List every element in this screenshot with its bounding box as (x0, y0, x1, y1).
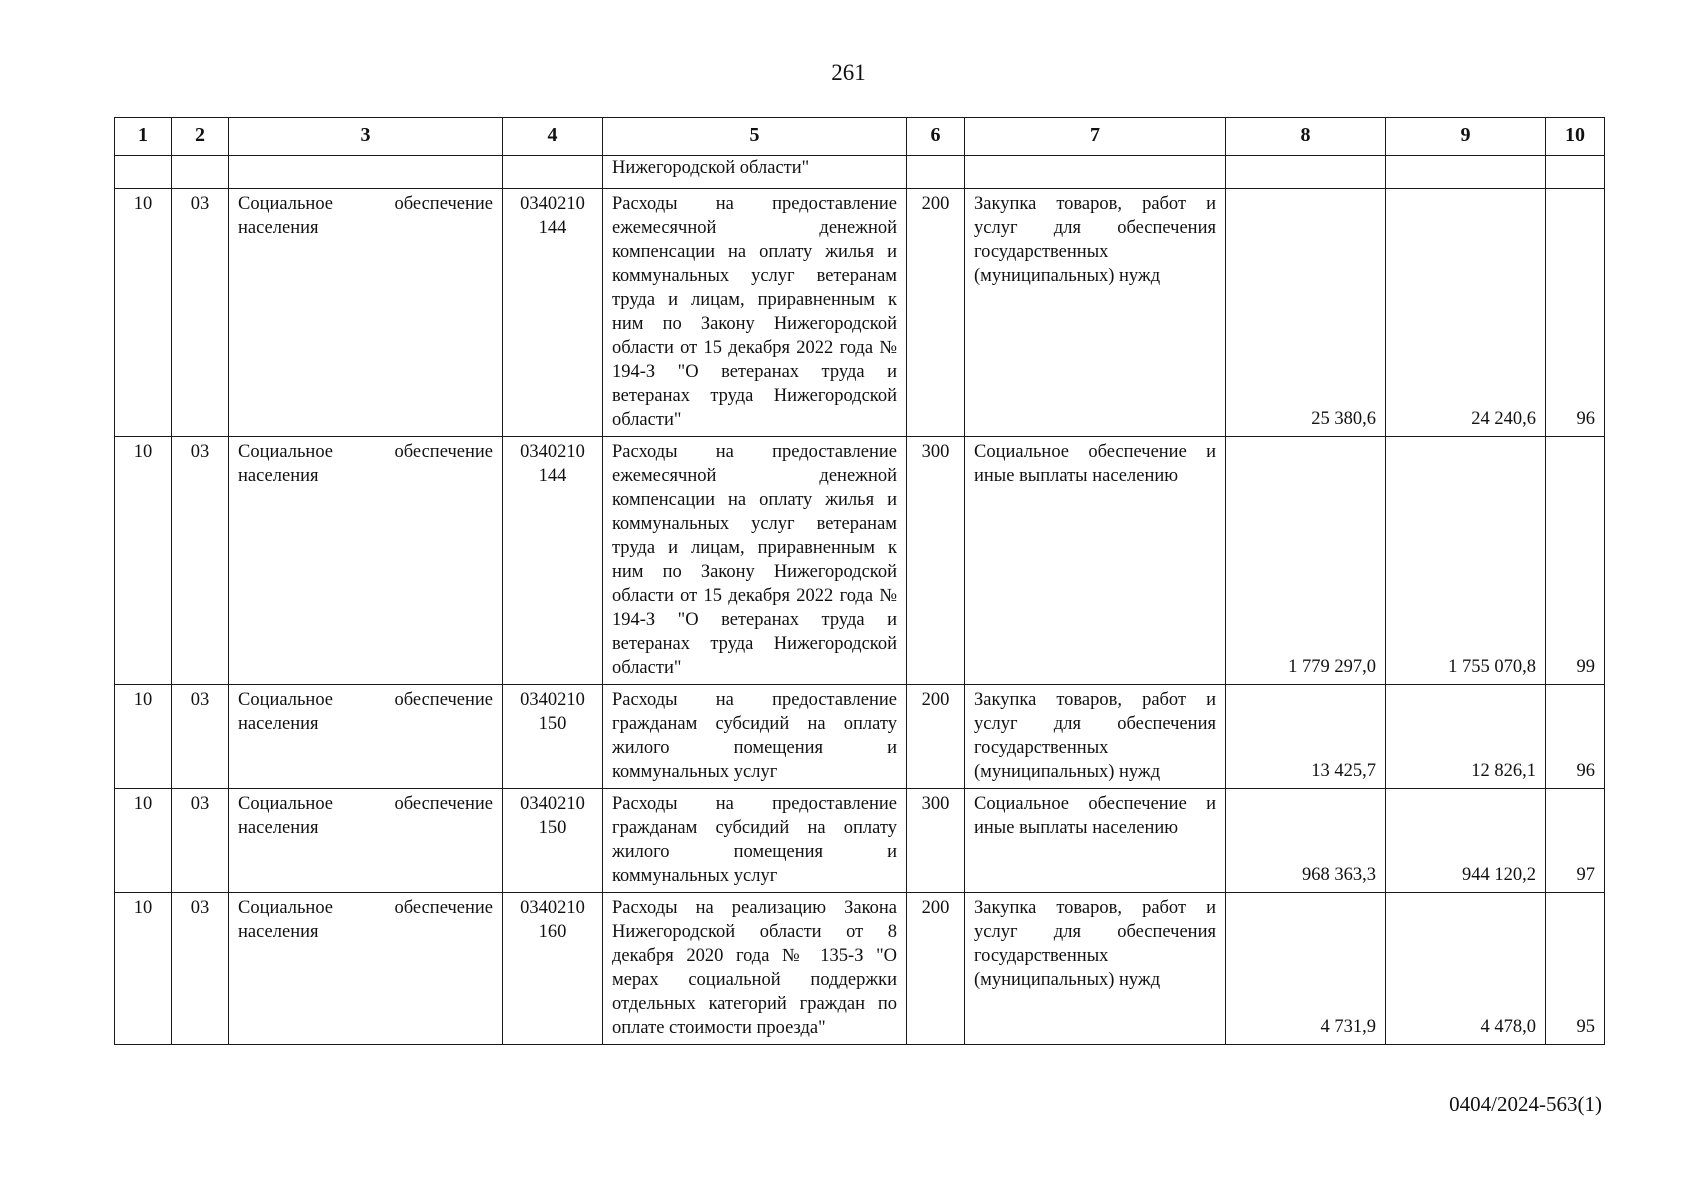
col-header-1: 1 (115, 118, 172, 156)
cell-expense-type: 200 (907, 893, 965, 1045)
cell-subsection: 03 (172, 189, 229, 437)
cell-section-name: Социальное обеспечение населения (229, 437, 503, 685)
cell-expense-name: Социальное обеспечение и иные выплаты населению (965, 437, 1226, 685)
cell-empty (229, 156, 503, 189)
cell-target-code: 0340210 150 (503, 685, 603, 789)
cell-expense-name: Закупка товаров, работ и услуг для обеспечения государственных (муниципальных) нужд (965, 189, 1226, 437)
cell-section: 10 (115, 189, 172, 437)
table-row (115, 189, 1605, 437)
cell-section: 10 (115, 789, 172, 893)
cell-planned: 13 425,7 (1226, 685, 1386, 789)
table-row (115, 893, 1605, 1045)
col-header-4: 4 (503, 118, 603, 156)
cell-empty (172, 156, 229, 189)
cell-executed: 944 120,2 (1386, 789, 1546, 893)
col-header-3: 3 (229, 118, 503, 156)
cell-empty (1386, 156, 1546, 189)
cell-executed: 24 240,6 (1386, 189, 1546, 437)
cell-section-name: Социальное обеспечение населения (229, 893, 503, 1045)
cell-planned: 968 363,3 (1226, 789, 1386, 893)
cell-empty (1546, 156, 1605, 189)
cell-section: 10 (115, 437, 172, 685)
cell-empty (503, 156, 603, 189)
cell-executed: 1 755 070,8 (1386, 437, 1546, 685)
cell-description: Расходы на реализацию Закона Нижегородской области от 8 декабря 2020 года № 135-З "О мерах социальной поддержки отдельных категорий граждан по оплате стоимости проезда" (603, 893, 907, 1045)
cell-expense-type: 300 (907, 789, 965, 893)
table-header-row (115, 118, 1605, 156)
cell-section-name: Социальное обеспечение населения (229, 789, 503, 893)
cell-empty (907, 156, 965, 189)
cell-percent: 96 (1546, 685, 1605, 789)
col-header-6: 6 (907, 118, 965, 156)
cell-subsection: 03 (172, 893, 229, 1045)
cell-target-code: 0340210 160 (503, 893, 603, 1045)
col-header-7: 7 (965, 118, 1226, 156)
cell-expense-type: 200 (907, 685, 965, 789)
cell-percent: 99 (1546, 437, 1605, 685)
table-row (115, 437, 1605, 685)
cell-empty (965, 156, 1226, 189)
cell-subsection: 03 (172, 789, 229, 893)
cell-percent: 97 (1546, 789, 1605, 893)
cell-percent: 96 (1546, 189, 1605, 437)
table-row (115, 685, 1605, 789)
cell-expense-type: 200 (907, 189, 965, 437)
cell-planned: 25 380,6 (1226, 189, 1386, 437)
cell-description: Расходы на предоставление гражданам субсидий на оплату жилого помещения и коммунальных услуг (603, 789, 907, 893)
cell-empty (115, 156, 172, 189)
cell-planned: 1 779 297,0 (1226, 437, 1386, 685)
cell-empty (1226, 156, 1386, 189)
cell-subsection: 03 (172, 685, 229, 789)
cell-section-name: Социальное обеспечение населения (229, 189, 503, 437)
cell-description: Нижегородской области" (603, 156, 907, 189)
cell-planned: 4 731,9 (1226, 893, 1386, 1045)
cell-expense-type: 300 (907, 437, 965, 685)
cell-target-code: 0340210 144 (503, 437, 603, 685)
table-row (115, 789, 1605, 893)
cell-executed: 4 478,0 (1386, 893, 1546, 1045)
cell-executed: 12 826,1 (1386, 685, 1546, 789)
cell-target-code: 0340210 150 (503, 789, 603, 893)
col-header-10: 10 (1546, 118, 1605, 156)
cell-section: 10 (115, 685, 172, 789)
cell-description: Расходы на предоставление ежемесячной денежной компенсации на оплату жилья и коммунальных услуг ветеранам труда и лицам, приравненным к ним по Закону Нижегородской области от 15 декабря 2022 года № 194-З "О ветеранах труда и ветеранах труда Нижегородской области" (603, 189, 907, 437)
cell-expense-name: Закупка товаров, работ и услуг для обеспечения государственных (муниципальных) нужд (965, 685, 1226, 789)
budget-table (114, 117, 1605, 1045)
col-header-8: 8 (1226, 118, 1386, 156)
cell-subsection: 03 (172, 437, 229, 685)
cell-expense-name: Социальное обеспечение и иные выплаты населению (965, 789, 1226, 893)
cell-section-name: Социальное обеспечение населения (229, 685, 503, 789)
cell-target-code: 0340210 144 (503, 189, 603, 437)
cell-expense-name: Закупка товаров, работ и услуг для обеспечения государственных (муниципальных) нужд (965, 893, 1226, 1045)
document-code: 0404/2024-563(1) (1449, 1092, 1602, 1116)
cell-description: Расходы на предоставление гражданам субсидий на оплату жилого помещения и коммунальных услуг (603, 685, 907, 789)
cell-description: Расходы на предоставление ежемесячной денежной компенсации на оплату жилья и коммунальных услуг ветеранам труда и лицам, приравненным к ним по Закону Нижегородской области от 15 декабря 2022 года № 194-З "О ветеранах труда и ветеранах труда Нижегородской области" (603, 437, 907, 685)
cell-section: 10 (115, 893, 172, 1045)
page-number: 261 (831, 60, 866, 85)
cell-percent: 95 (1546, 893, 1605, 1045)
table-row-continuation (115, 156, 1605, 189)
col-header-2: 2 (172, 118, 229, 156)
col-header-9: 9 (1386, 118, 1546, 156)
col-header-5: 5 (603, 118, 907, 156)
